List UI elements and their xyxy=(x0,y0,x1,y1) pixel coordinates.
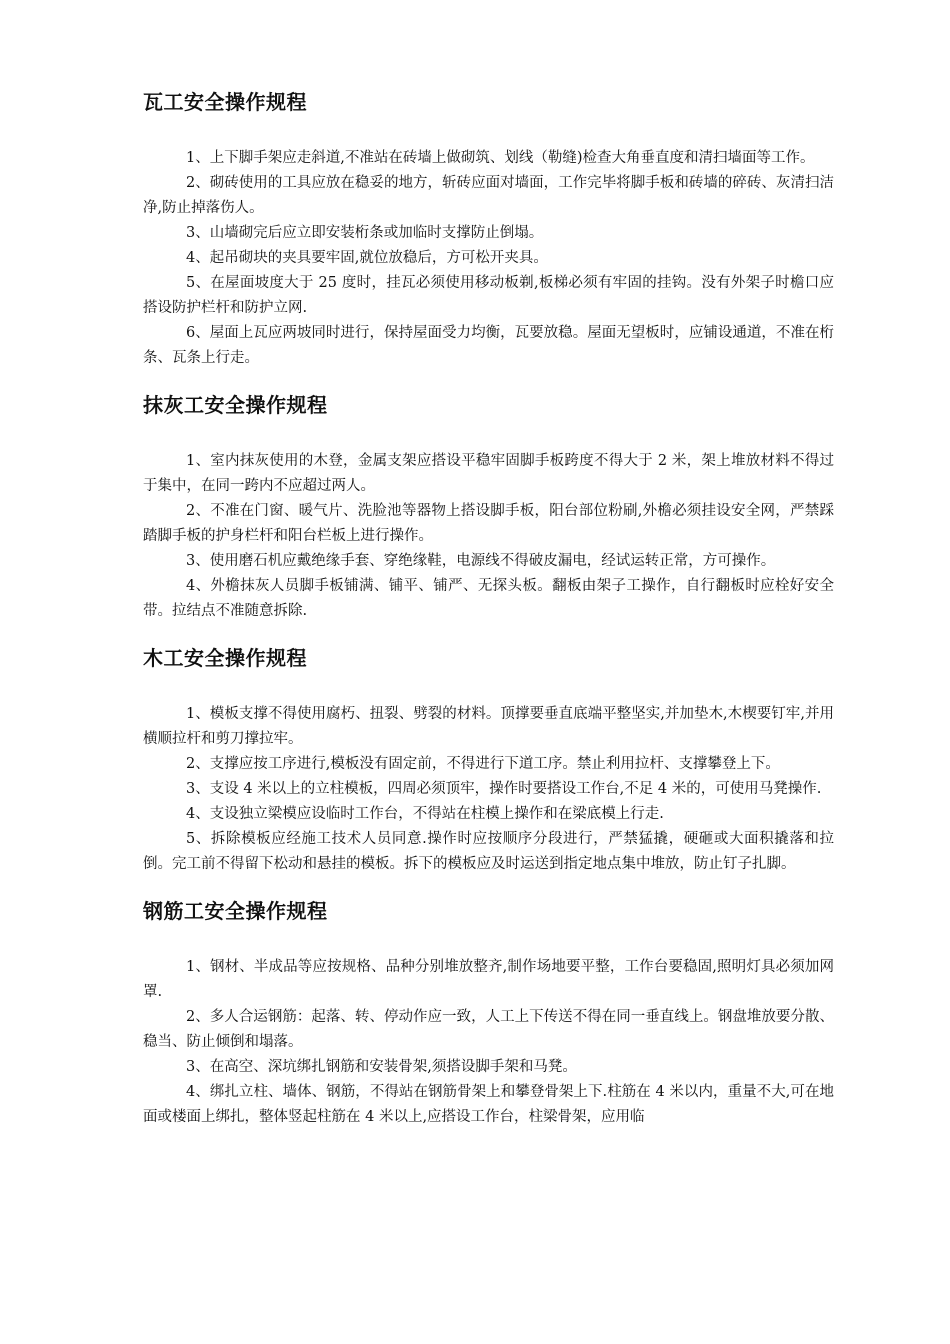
section-title: 木工安全操作规程 xyxy=(143,646,307,670)
section-rebar xyxy=(143,897,834,1130)
rule-item: 2、多人合运钢筋：起落、转、停动作应一致，人工上下传送不得在同一垂直线上。钢盘堆放要分散、稳当、防止倾倒和塌落。 xyxy=(143,1009,834,1050)
section-carpentry xyxy=(143,644,834,877)
section-plastering xyxy=(143,391,834,624)
rule-item: 1、上下脚手架应走斜道,不准站在砖墙上做砌筑、划线（勒缝)检查大角垂直度和清扫墙面等工作。 xyxy=(186,150,815,166)
rule-item: 3、使用磨石机应戴绝缘手套、穿绝缘鞋，电源线不得破皮漏电，经试运转正常，方可操作。 xyxy=(186,553,776,569)
rule-item: 2、不准在门窗、暖气片、洗脸池等器物上搭设脚手板，阳台部位粉刷,外檐必须挂设安全网，严禁踩踏脚手板的护身栏杆和阳台栏板上进行操作。 xyxy=(143,503,834,544)
rule-item: 3、在高空、深坑绑扎钢筋和安装骨架,须搭设脚手架和马凳。 xyxy=(186,1059,577,1075)
rule-item: 4、支设独立梁模应设临时工作台，不得站在柱模上操作和在梁底模上行走. xyxy=(186,806,664,822)
rule-item: 2、砌砖使用的工具应放在稳妥的地方，斩砖应面对墙面，工作完毕将脚手板和砖墙的碎砖、灰清扫洁净,防止掉落伤人。 xyxy=(143,175,834,216)
rule-item: 1、室内抹灰使用的木登，金属支架应搭设平稳牢固脚手板跨度不得大于 2 米，架上堆放材料不得过于集中，在同一跨内不应超过两人。 xyxy=(143,453,834,494)
rule-item: 4、外檐抹灰人员脚手板铺满、铺平、铺严、无探头板。翻板由架子工操作，自行翻板时应栓好安全带。拉结点不准随意拆除. xyxy=(143,578,834,619)
rule-item: 5、在屋面坡度大于 25 度时，挂瓦必须使用移动板剃,板梯必须有牢固的挂钩。没有外架子时檐口应搭设防护栏杆和防护立网. xyxy=(143,275,834,316)
rule-item: 1、模板支撑不得使用腐朽、扭裂、劈裂的材料。顶撑要垂直底端平整坚实,并加垫木,木楔要钉牢,并用横顺拉杆和剪刀撑拉牢。 xyxy=(143,706,834,747)
rule-item: 3、山墙砌完后应立即安装桁条或加临时支撑防止倒塌。 xyxy=(186,225,544,241)
rule-item: 2、支撑应按工序进行,模板没有固定前，不得进行下道工序。禁止利用拉杆、支撑攀登上下。 xyxy=(186,756,780,772)
rule-item: 4、起吊砌块的夹具要牢固,就位放稳后，方可松开夹具。 xyxy=(186,250,548,266)
section-title: 瓦工安全操作规程 xyxy=(143,90,307,114)
section-masonry xyxy=(143,88,834,371)
rule-item: 1、钢材、半成品等应按规格、品种分别堆放整齐,制作场地要平整，工作台要稳固,照明灯具必须加网罩. xyxy=(143,959,834,1000)
section-title: 抹灰工安全操作规程 xyxy=(143,393,328,417)
rule-item: 6、屋面上瓦应两坡同时进行，保持屋面受力均衡，瓦要放稳。屋面无望板时，应铺设通道，不准在桁条、瓦条上行走。 xyxy=(143,325,834,366)
rule-item: 3、支设 4 米以上的立柱模板，四周必须顶牢，操作时要搭设工作台,不足 4 米的，可使用马凳操作. xyxy=(186,781,822,797)
rule-item: 5、拆除模板应经施工技术人员同意.操作时应按顺序分段进行，严禁猛撬，硬砸或大面积撬落和拉倒。完工前不得留下松动和悬挂的模板。拆下的模板应及时运送到指定地点集中堆放，防止钉子扎脚。 xyxy=(143,831,834,872)
rule-item: 4、绑扎立柱、墙体、钢筋，不得站在钢筋骨架上和攀登骨架上下.柱筋在 4 米以内，重量不大,可在地面或楼面上绑扎，整体竖起柱筋在 4 米以上,应搭设工作台，柱梁骨架，应用临 xyxy=(143,1084,834,1125)
section-title: 钢筋工安全操作规程 xyxy=(143,899,328,923)
